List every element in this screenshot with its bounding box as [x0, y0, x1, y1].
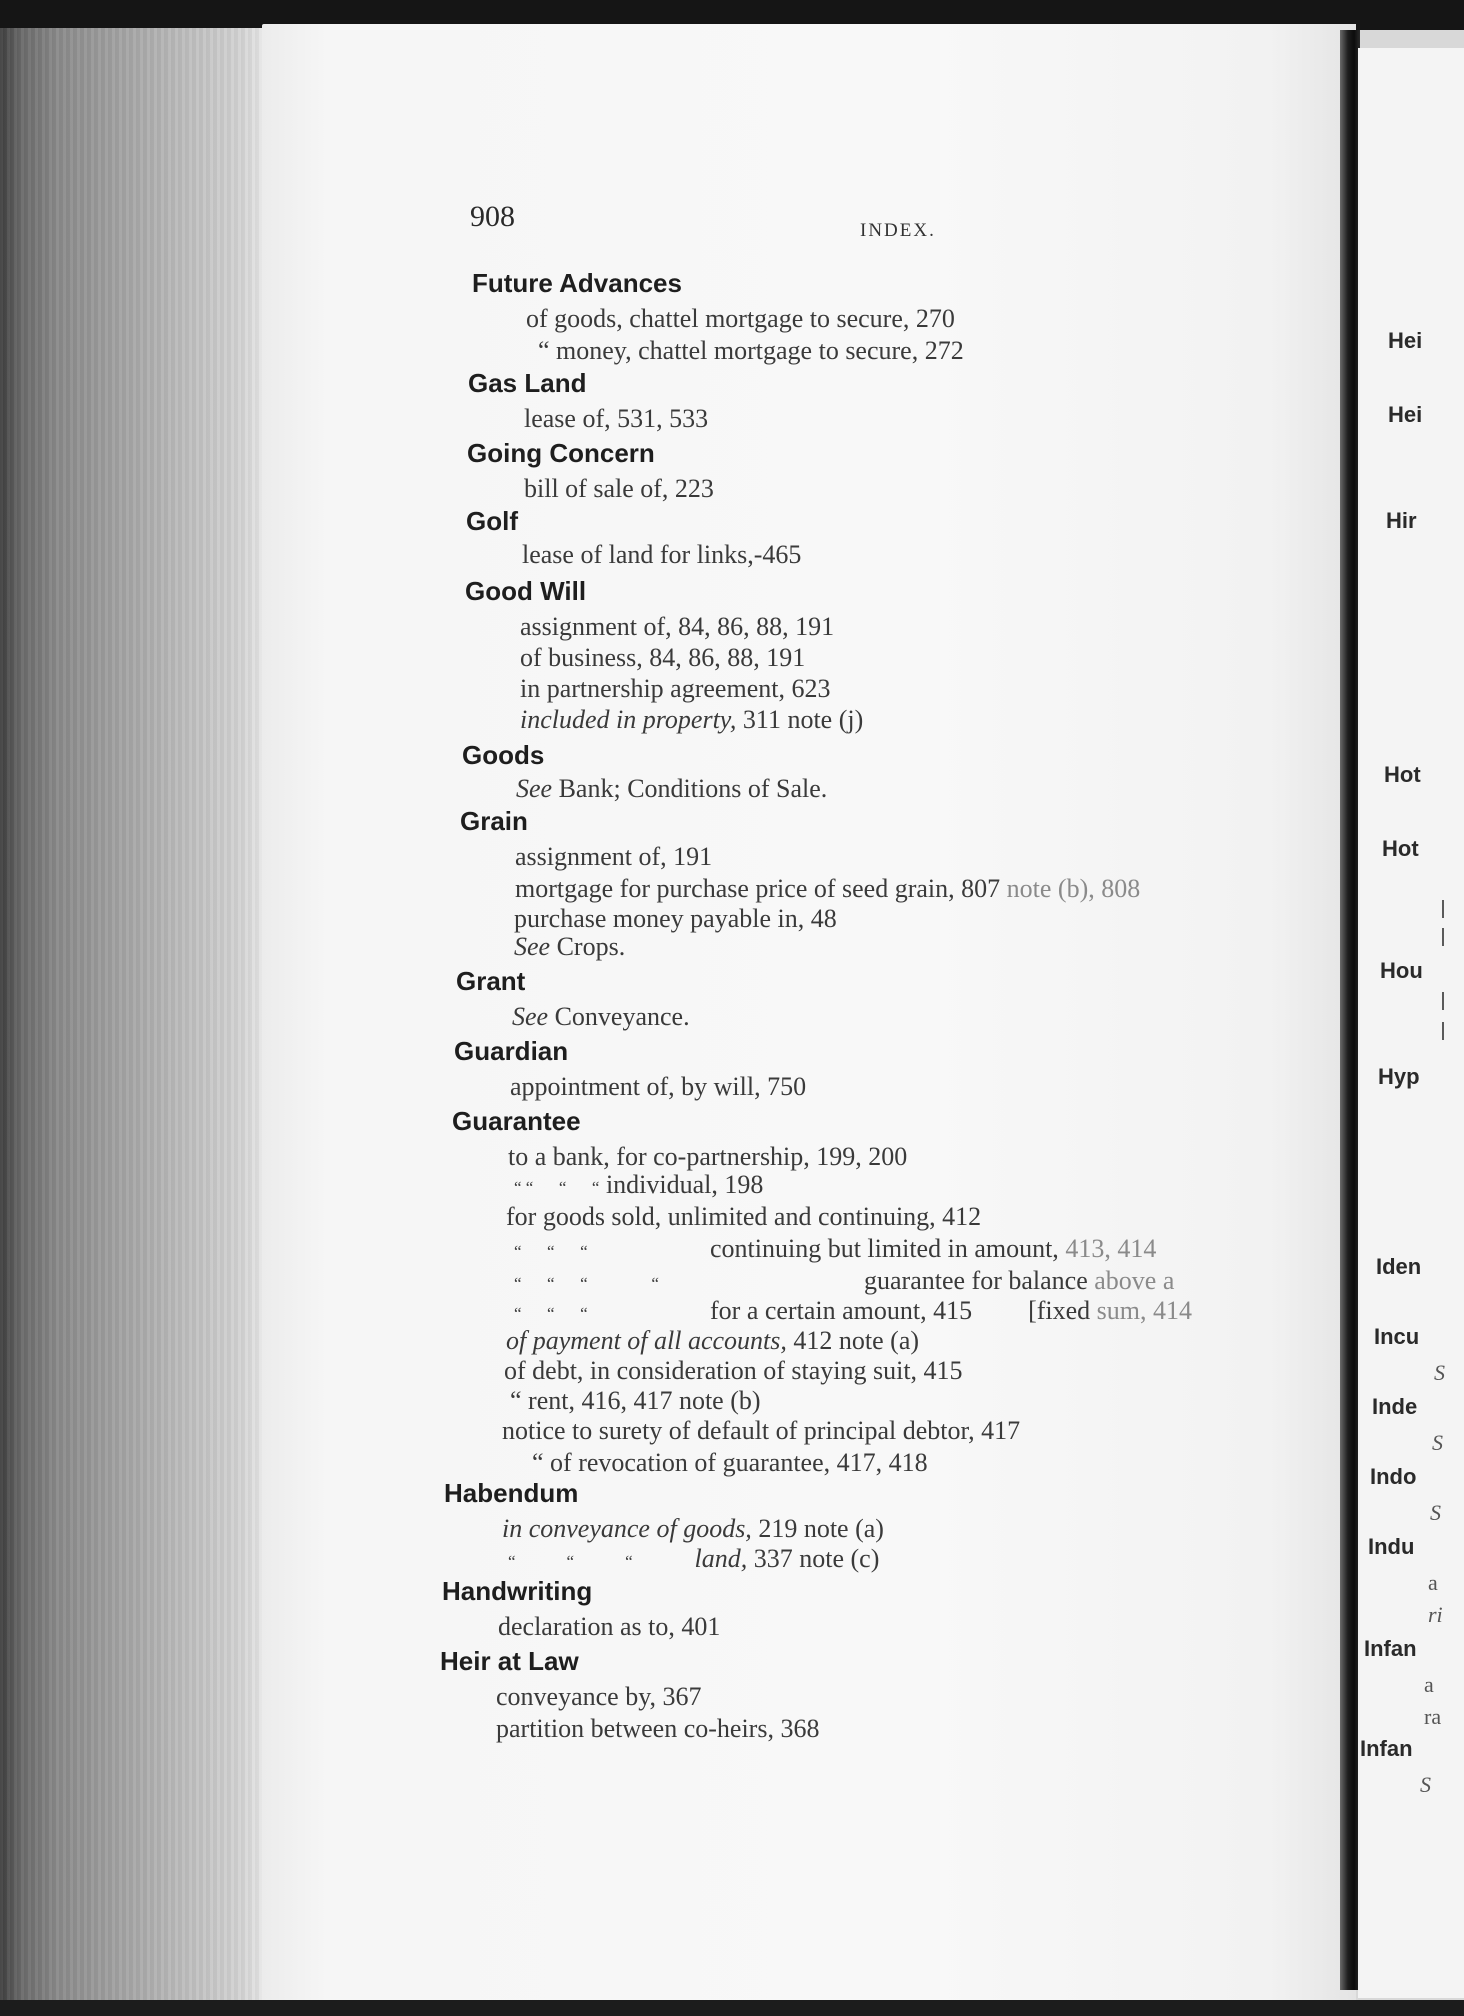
right-page-mark	[1442, 900, 1444, 918]
right-page-mark	[1442, 928, 1444, 946]
index-subentry: notice to surety of default of principal debtor, 417	[502, 1416, 1021, 1445]
right-page-fragment: S	[1430, 1500, 1441, 1525]
right-page-heading: Infan	[1364, 1636, 1417, 1661]
index-heading-heir-at-law: Heir at Law	[440, 1646, 579, 1676]
index-subentry: lease of land for links,-465	[522, 540, 802, 569]
right-page-fragment: ra	[1424, 1704, 1442, 1729]
index-heading-grant: Grant	[456, 966, 526, 996]
index-cross-reference: See Bank; Conditions of Sale.	[516, 774, 828, 803]
right-page-heading: Hou	[1380, 958, 1423, 983]
right-page-partial	[1358, 48, 1464, 1998]
right-page-heading: Hir	[1386, 508, 1417, 533]
book-fore-edge	[0, 28, 262, 2003]
index-heading-guarantee: Guarantee	[452, 1106, 581, 1136]
index-subentry: declaration as to, 401	[498, 1612, 721, 1641]
index-subentry-italic: of payment of all accounts, 412 note (a)	[506, 1326, 920, 1355]
right-page-heading: Hei	[1388, 402, 1423, 427]
index-subentry: conveyance by, 367	[496, 1682, 702, 1711]
page-number: 908	[470, 200, 515, 233]
index-subentry: “ money, chattel mortgage to secure, 272	[538, 336, 964, 365]
index-heading-habendum: Habendum	[444, 1478, 579, 1508]
right-page-fragment: a	[1424, 1672, 1434, 1697]
right-page-heading: Hot	[1382, 836, 1419, 861]
index-subentry: of debt, in consideration of staying suit, 415	[504, 1356, 963, 1385]
index-subentry-italic: included in property, 311 note (j)	[520, 705, 864, 734]
running-head: INDEX.	[860, 220, 936, 241]
index-heading-goods: Goods	[462, 740, 545, 770]
index-heading-guardian: Guardian	[454, 1036, 569, 1066]
index-heading-handwriting: Handwriting	[442, 1576, 593, 1606]
right-page-fragment: S	[1420, 1772, 1431, 1797]
index-subentry: mortgage for purchase price of seed grain, 807 note (b), 808	[515, 874, 1141, 903]
index-subentry: “ “ “ land, 337 note (c)	[508, 1544, 880, 1573]
book-gutter	[1340, 30, 1360, 1990]
index-heading-going-concern: Going Concern	[467, 438, 655, 468]
right-page-fragment: a	[1428, 1570, 1438, 1595]
index-subentry: “ “ “ continuing but limited in amount, 413, 414	[514, 1234, 1157, 1263]
index-subentry: of goods, chattel mortgage to secure, 270	[526, 304, 955, 333]
index-subentry: partition between co-heirs, 368	[496, 1714, 820, 1743]
right-page-heading: Hei	[1388, 328, 1423, 353]
index-subentry-italic: in conveyance of goods, 219 note (a)	[502, 1514, 884, 1543]
index-subentry: “ of revocation of guarantee, 417, 418	[532, 1448, 928, 1477]
index-subentry: of business, 84, 86, 88, 191	[520, 643, 806, 672]
right-page-fragment: S	[1432, 1430, 1443, 1455]
index-subentry: lease of, 531, 533	[524, 404, 709, 433]
right-page-fragment: ri	[1428, 1602, 1443, 1627]
index-heading-future-advances: Future Advances	[472, 268, 682, 298]
right-page-heading: Indu	[1368, 1534, 1415, 1559]
index-subentry: appointment of, by will, 750	[510, 1072, 807, 1101]
right-page-heading: Incu	[1374, 1324, 1420, 1349]
right-page-heading: Hyp	[1378, 1064, 1420, 1089]
index-subentry: “ “ “ “ individual, 198	[514, 1170, 764, 1199]
index-subentry: purchase money payable in, 48	[514, 904, 837, 933]
index-subentry: “ “ “ “ guarantee for balance above a	[514, 1266, 1175, 1295]
right-page-heading: Inde	[1372, 1394, 1418, 1419]
index-subentry: “ rent, 416, 417 note (b)	[510, 1386, 761, 1415]
index-cross-reference: See Conveyance.	[512, 1002, 690, 1031]
index-subentry: bill of sale of, 223	[524, 474, 714, 503]
right-page-heading: Indo	[1370, 1464, 1417, 1489]
index-subentry: for goods sold, unlimited and continuing, 412	[506, 1202, 982, 1231]
index-heading-good-will: Good Will	[465, 576, 587, 606]
right-page-fragment: S	[1434, 1360, 1445, 1385]
right-page-mark	[1442, 1022, 1444, 1040]
index-subentry: in partnership agreement, 623	[520, 674, 831, 703]
index-subentry: “ “ “ for a certain amount, 415 [fixed sum, 414	[514, 1296, 1193, 1325]
right-page-heading: Hot	[1384, 762, 1421, 787]
scan-bottom-border	[0, 2000, 1464, 2016]
right-page-heading: Iden	[1376, 1254, 1422, 1279]
index-heading-grain: Grain	[460, 806, 528, 836]
index-heading-golf: Golf	[466, 506, 518, 536]
index-subentry: assignment of, 84, 86, 88, 191	[520, 612, 835, 641]
right-page-heading: Infan	[1360, 1736, 1413, 1761]
index-subentry: assignment of, 191	[515, 842, 713, 871]
index-subentry: to a bank, for co-partnership, 199, 200	[508, 1142, 908, 1171]
index-heading-gas-land: Gas Land	[468, 368, 587, 398]
index-cross-reference: See Crops.	[514, 932, 626, 961]
right-page-mark	[1442, 992, 1444, 1010]
